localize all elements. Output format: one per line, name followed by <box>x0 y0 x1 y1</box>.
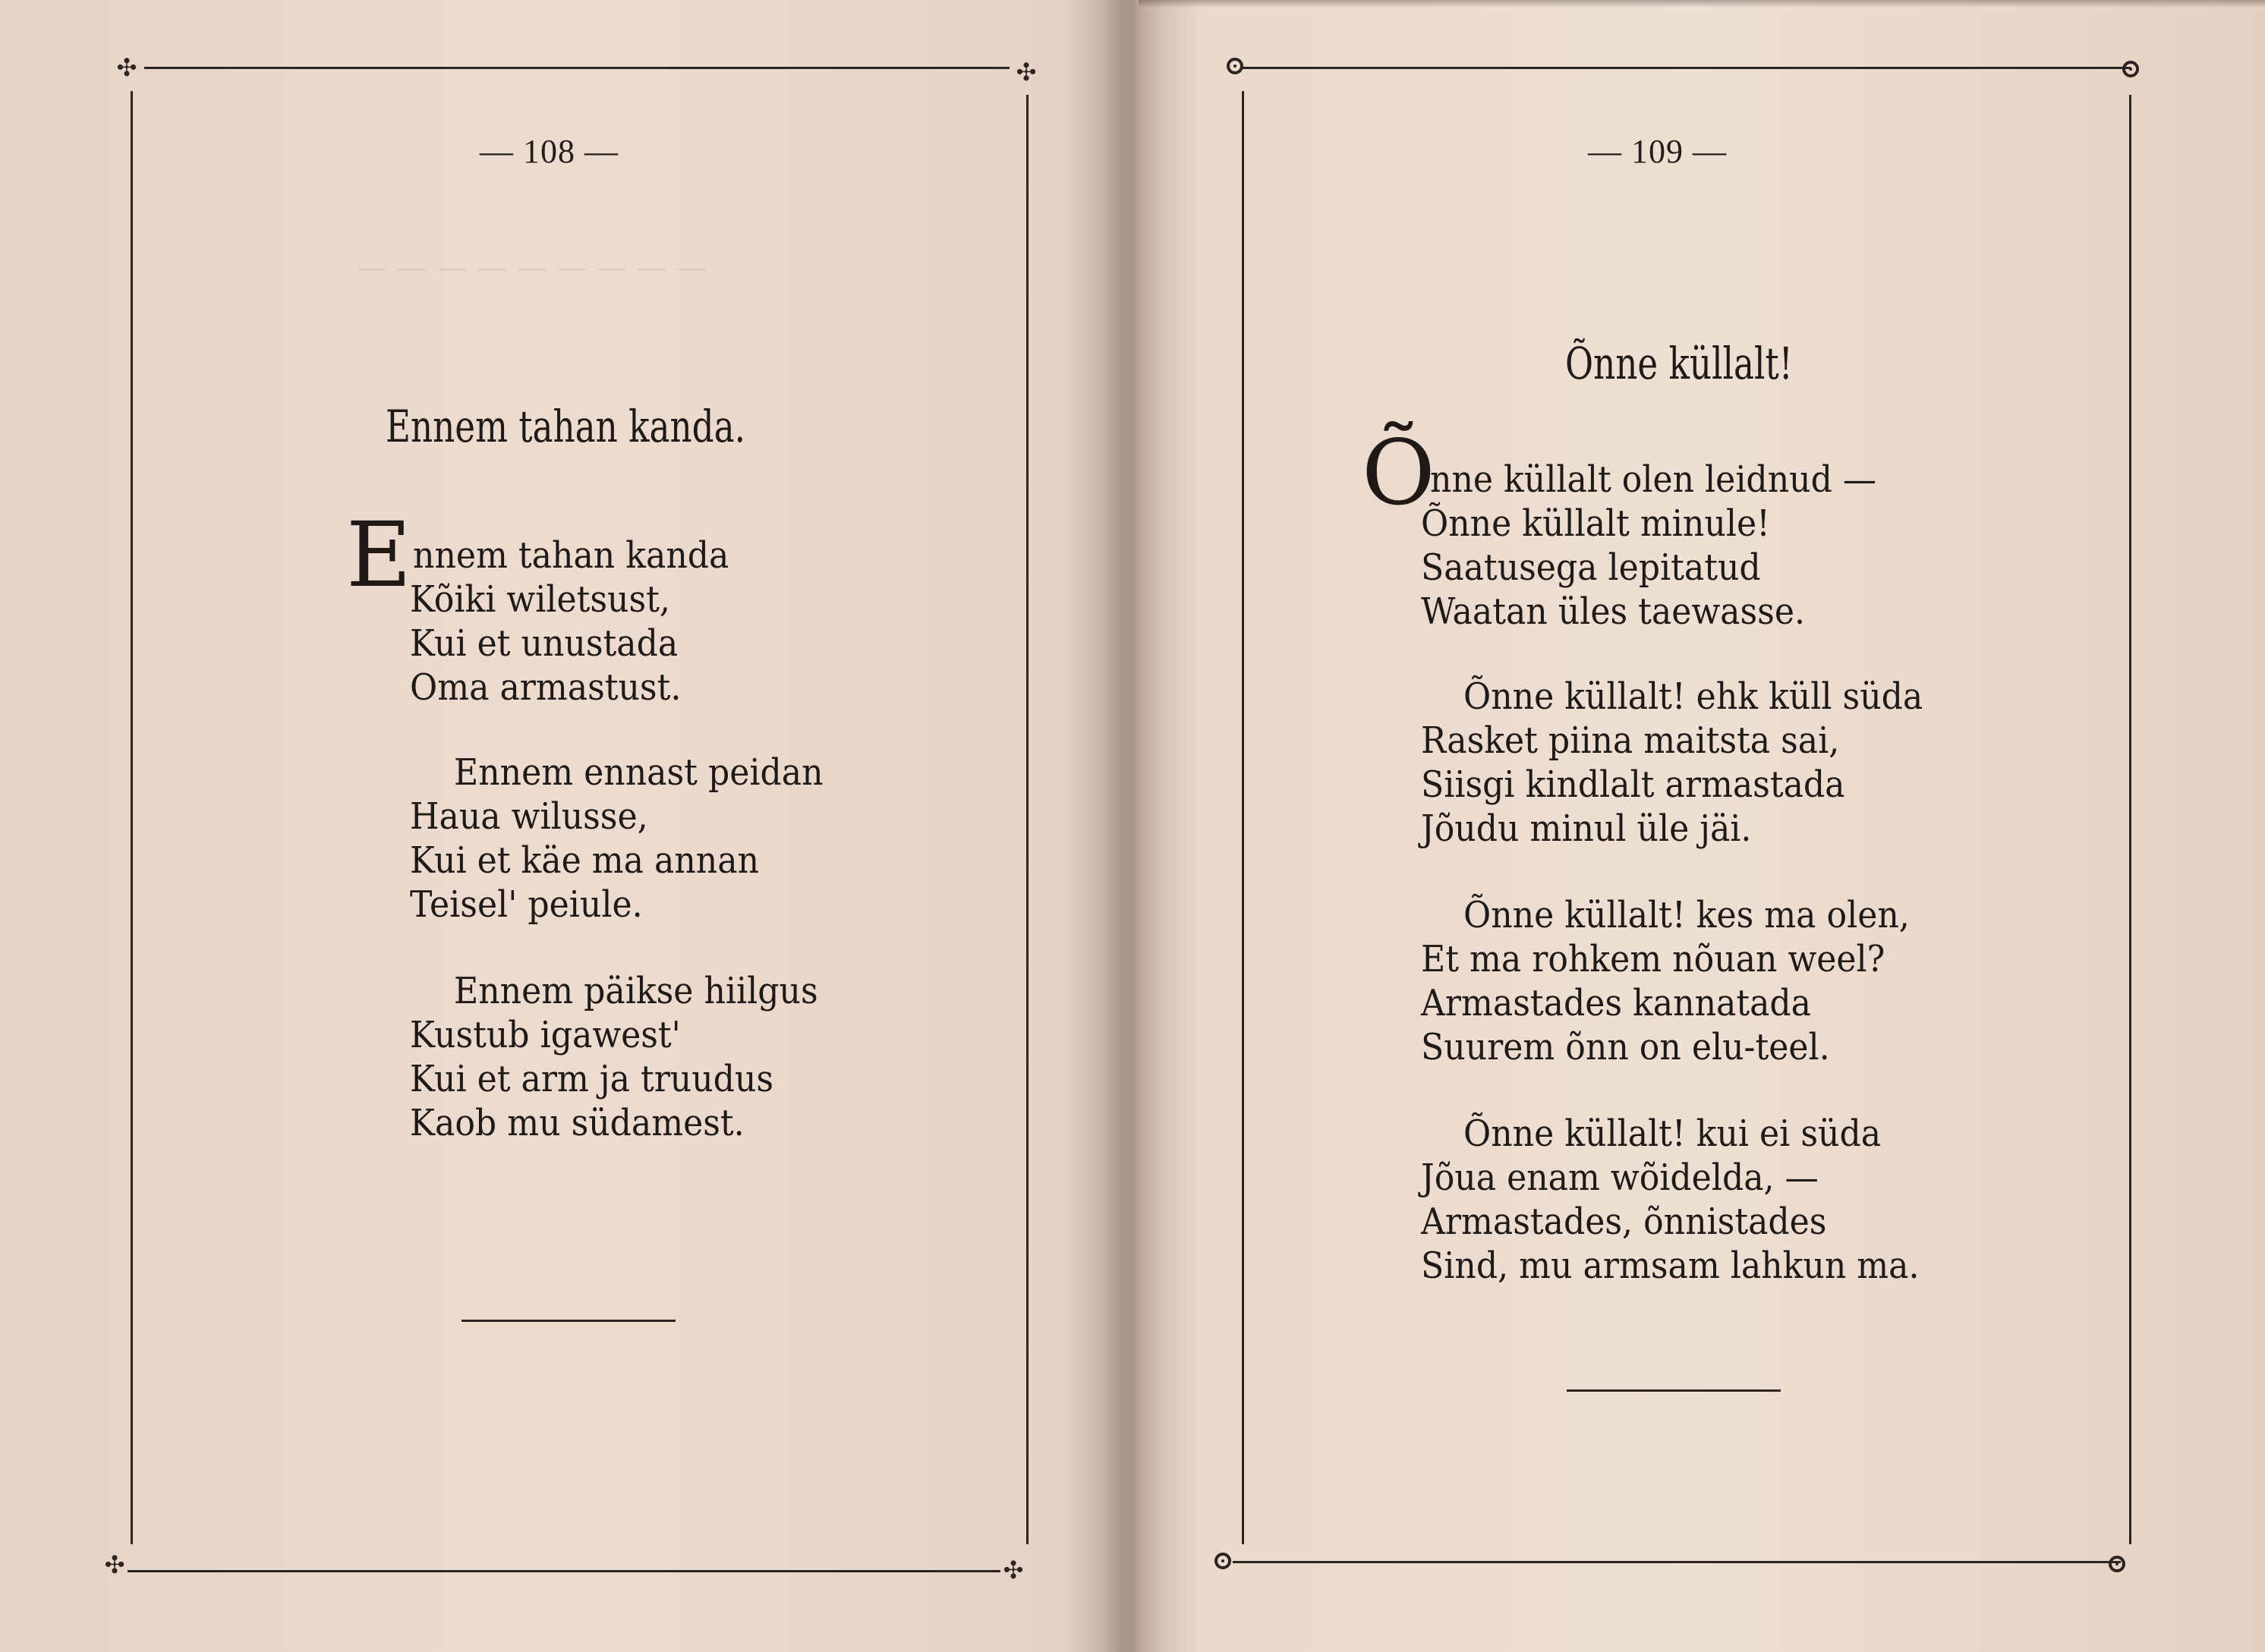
poem-line: Jõudu minul üle jäi. <box>1421 807 1752 850</box>
left-page <box>0 0 1132 1652</box>
poem-line: Armastades kannatada <box>1421 982 1812 1024</box>
poem-line: Et ma rohkem nõuan weel? <box>1421 938 1885 980</box>
page-top-edge <box>1139 0 2265 8</box>
poem-line: Kaob mu südamest. <box>410 1102 745 1144</box>
gutter-shadow <box>1102 0 1163 1652</box>
poem-line: Õnne küllalt! ehk küll süda <box>1463 675 1923 718</box>
poem-line: Õnne küllalt minule! <box>1421 502 1770 545</box>
poem-line: Rasket piina maitsta sai, <box>1421 719 1840 762</box>
corner-ornament-icon: ✣ <box>104 1550 125 1579</box>
poem-line: Oma armastust. <box>410 666 682 709</box>
poem-line: Kui et käe ma annan <box>410 839 760 882</box>
frame-bottom <box>128 1570 1000 1572</box>
poem-title: Ennem tahan kanda. <box>386 401 745 452</box>
right-page <box>1132 0 2265 1652</box>
drop-cap: E <box>346 502 412 607</box>
poem-title: Õnne küllalt! <box>1565 338 1793 389</box>
poem-line: nne küllalt olen leidnud — <box>1430 458 1877 501</box>
poem-line: Kõiki wiletsust, <box>410 578 670 621</box>
poem-line: Teisel' peiule. <box>410 883 643 926</box>
poem-line: Haua wilusse, <box>410 795 648 838</box>
poem-line: Ennem päikse hiilgus <box>454 970 818 1012</box>
page-number: — 109 — <box>1588 133 1727 170</box>
bleed-through-text: — — — — — — — — — <box>357 250 707 285</box>
poem-line: nnem tahan kanda <box>413 534 729 577</box>
corner-ornament-icon: ✣ <box>1016 58 1037 87</box>
corner-ornament-icon: ✣ <box>116 53 137 82</box>
page-number: — 108 — <box>480 133 619 170</box>
corner-ring-icon <box>2109 1556 2125 1572</box>
poem-line: Waatan üles taewasse. <box>1421 590 1805 633</box>
poem-line: Kustub igawest' <box>410 1014 681 1056</box>
poem-line: Suurem õnn on elu-teel. <box>1421 1026 1830 1068</box>
drop-cap: Õ <box>1362 420 1435 525</box>
frame-top <box>1243 67 2131 69</box>
poem-line: Armastades, õnnistades <box>1421 1200 1827 1243</box>
corner-ring-icon <box>2122 61 2139 77</box>
frame-left <box>1242 91 1244 1544</box>
poem-line: Kui et arm ja truudus <box>410 1058 774 1100</box>
corner-ring-icon <box>1214 1553 1231 1569</box>
corner-ring-icon <box>1227 58 1243 74</box>
poem-line: Saatusega lepitatud <box>1421 546 1761 589</box>
frame-left <box>131 91 133 1544</box>
frame-right <box>2129 95 2131 1544</box>
poem-line: Õnne küllalt! kui ei süda <box>1463 1112 1882 1155</box>
poem-line: Siisgi kindlalt armastada <box>1421 763 1845 806</box>
frame-top <box>144 67 1010 69</box>
poem-line: Ennem ennast peidan <box>454 751 824 794</box>
corner-ornament-icon: ✣ <box>1003 1556 1024 1584</box>
frame-bottom <box>1233 1561 2121 1563</box>
poem-line: Kui et unustada <box>410 622 679 665</box>
poem-line: Sind, mu armsam lahkun ma. <box>1421 1245 1920 1287</box>
end-rule <box>1567 1389 1781 1392</box>
frame-right <box>1026 95 1029 1544</box>
poem-line: Õnne küllalt! kes ma olen, <box>1463 894 1910 936</box>
end-rule <box>462 1320 676 1322</box>
poem-line: Jõua enam wõidelda, — <box>1421 1156 1819 1199</box>
